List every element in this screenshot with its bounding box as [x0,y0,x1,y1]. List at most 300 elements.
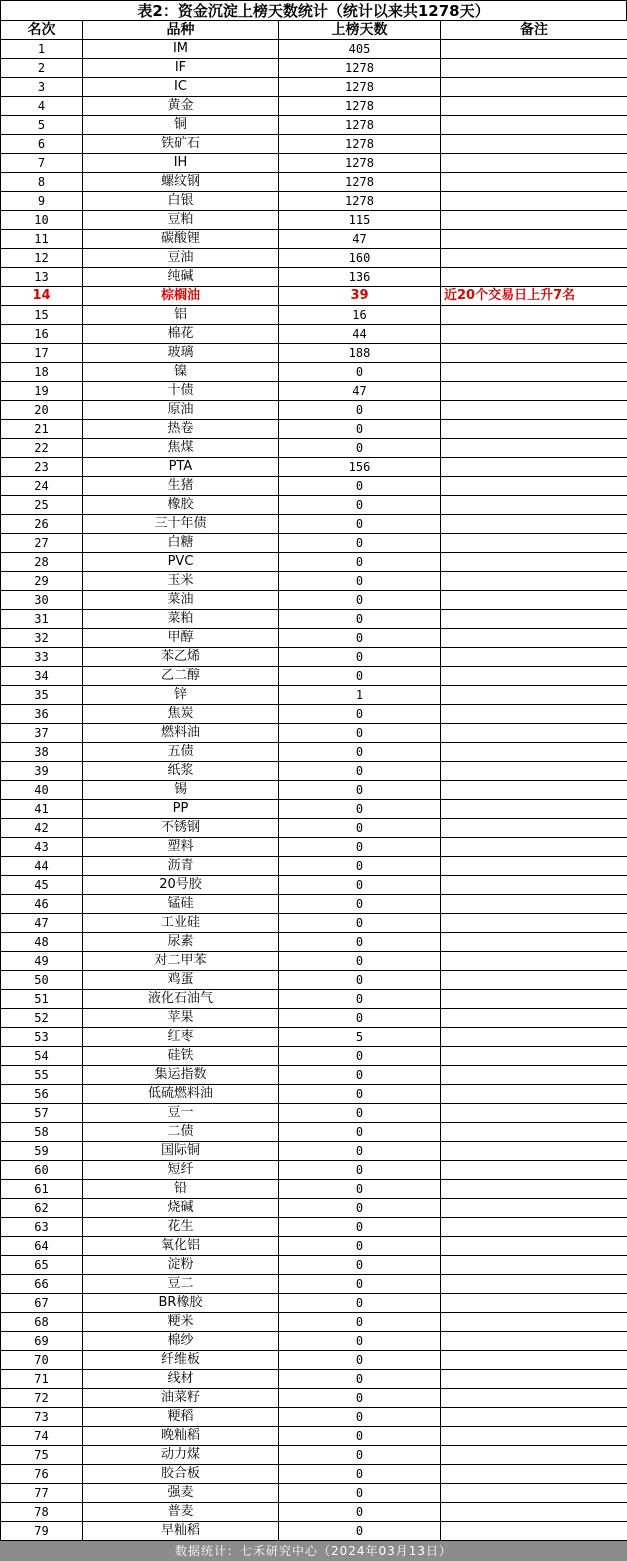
cell-rank: 42 [1,819,83,838]
cell-note [441,1484,627,1503]
cell-note [441,40,627,59]
cell-name: 纯碱 [83,268,279,287]
cell-rank: 78 [1,1503,83,1522]
cell-name: 玻璃 [83,344,279,363]
table-row [1,1427,627,1446]
table-row [1,477,627,496]
cell-rank: 17 [1,344,83,363]
cell-name: 棉花 [83,325,279,344]
cell-rank: 44 [1,857,83,876]
cell-days: 0 [279,971,441,990]
cell-note [441,1351,627,1370]
table-row [1,648,627,667]
cell-name: 豆粕 [83,211,279,230]
cell-days: 0 [279,477,441,496]
cell-note [441,363,627,382]
cell-name: 锡 [83,781,279,800]
cell-days: 0 [279,876,441,895]
cell-rank: 43 [1,838,83,857]
cell-note [441,59,627,78]
cell-note [441,952,627,971]
cell-rank: 3 [1,78,83,97]
table-row [1,724,627,743]
cell-days: 0 [279,591,441,610]
cell-note [441,781,627,800]
cell-rank: 14 [1,287,83,306]
table-row [1,230,627,249]
cell-name: 豆二 [83,1275,279,1294]
cell-rank: 8 [1,173,83,192]
cell-name: 20号胶 [83,876,279,895]
cell-rank: 47 [1,914,83,933]
cell-rank: 57 [1,1104,83,1123]
cell-days: 156 [279,458,441,477]
cell-note [441,78,627,97]
cell-rank: 33 [1,648,83,667]
cell-name: 三十年债 [83,515,279,534]
cell-note [441,1313,627,1332]
cell-rank: 54 [1,1047,83,1066]
cell-note [441,971,627,990]
table-row [1,629,627,648]
cell-rank: 61 [1,1180,83,1199]
table-row [1,1123,627,1142]
cell-rank: 21 [1,420,83,439]
cell-name: 铅 [83,1180,279,1199]
cell-days: 0 [279,1275,441,1294]
cell-days: 188 [279,344,441,363]
cell-note [441,306,627,325]
table-title: 表2：资金沉淀上榜天数统计（统计以来共1278天） [0,0,627,20]
cell-rank: 6 [1,135,83,154]
table-row [1,78,627,97]
cell-note [441,173,627,192]
cell-note [441,857,627,876]
table-row [1,800,627,819]
cell-days: 0 [279,762,441,781]
table-row [1,1465,627,1484]
cell-days: 0 [279,914,441,933]
table-row [1,1389,627,1408]
cell-note [441,192,627,211]
cell-name: 棕榈油 [83,287,279,306]
cell-name: 红枣 [83,1028,279,1047]
cell-rank: 34 [1,667,83,686]
cell-rank: 62 [1,1199,83,1218]
cell-rank: 15 [1,306,83,325]
table-row [1,895,627,914]
cell-note [441,819,627,838]
cell-rank: 74 [1,1427,83,1446]
cell-rank: 39 [1,762,83,781]
cell-note [441,1503,627,1522]
cell-name: 集运指数 [83,1066,279,1085]
cell-note [441,648,627,667]
cell-name: 纸浆 [83,762,279,781]
table-row [1,838,627,857]
cell-rank: 29 [1,572,83,591]
table-row [1,933,627,952]
cell-name: 焦煤 [83,439,279,458]
cell-rank: 37 [1,724,83,743]
cell-name: 螺纹钢 [83,173,279,192]
cell-note [441,1085,627,1104]
cell-name: 燃料油 [83,724,279,743]
cell-days: 136 [279,268,441,287]
cell-days: 0 [279,1408,441,1427]
cell-days: 405 [279,40,441,59]
cell-note [441,439,627,458]
cell-note [441,1522,627,1541]
cell-rank: 67 [1,1294,83,1313]
cell-days: 0 [279,1351,441,1370]
cell-note [441,686,627,705]
table-row [1,1199,627,1218]
table-row [1,268,627,287]
cell-days: 0 [279,1256,441,1275]
cell-name: 低硫燃料油 [83,1085,279,1104]
cell-days: 115 [279,211,441,230]
table-row [1,1085,627,1104]
cell-rank: 60 [1,1161,83,1180]
cell-name: 碳酸锂 [83,230,279,249]
cell-days: 0 [279,1389,441,1408]
cell-rank: 70 [1,1351,83,1370]
cell-rank: 5 [1,116,83,135]
cell-rank: 59 [1,1142,83,1161]
cell-name: 胶合板 [83,1465,279,1484]
cell-rank: 51 [1,990,83,1009]
cell-note [441,1123,627,1142]
cell-name: IH [83,154,279,173]
cell-name: 短纤 [83,1161,279,1180]
cell-days: 0 [279,629,441,648]
table-row [1,325,627,344]
cell-name: 液化石油气 [83,990,279,1009]
table-row [1,857,627,876]
cell-rank: 77 [1,1484,83,1503]
table-row [1,458,627,477]
cell-note [441,1028,627,1047]
cell-rank: 41 [1,800,83,819]
cell-rank: 38 [1,743,83,762]
cell-rank: 16 [1,325,83,344]
table-row [1,192,627,211]
cell-rank: 68 [1,1313,83,1332]
cell-days: 39 [279,287,441,306]
cell-rank: 40 [1,781,83,800]
table-row [1,534,627,553]
cell-rank: 50 [1,971,83,990]
table-row [1,97,627,116]
cell-name: 玉米 [83,572,279,591]
cell-days: 16 [279,306,441,325]
table-row [1,591,627,610]
cell-name: 橡胶 [83,496,279,515]
cell-name: 苹果 [83,1009,279,1028]
cell-note [441,572,627,591]
cell-note [441,743,627,762]
cell-days: 0 [279,1370,441,1389]
cell-note [441,1066,627,1085]
cell-days: 0 [279,1066,441,1085]
cell-rank: 71 [1,1370,83,1389]
cell-rank: 26 [1,515,83,534]
cell-note [441,800,627,819]
cell-rank: 12 [1,249,83,268]
cell-note [441,914,627,933]
cell-days: 1278 [279,135,441,154]
cell-note [441,1047,627,1066]
cell-days: 0 [279,857,441,876]
cell-days: 0 [279,1522,441,1541]
cell-days: 0 [279,515,441,534]
cell-days: 0 [279,1123,441,1142]
cell-name: 动力煤 [83,1446,279,1465]
cell-rank: 13 [1,268,83,287]
cell-name: 乙二醇 [83,667,279,686]
cell-name: PVC [83,553,279,572]
table-row [1,1408,627,1427]
table-row [1,553,627,572]
cell-note [441,667,627,686]
cell-name: PTA [83,458,279,477]
cell-rank: 30 [1,591,83,610]
cell-name: 焦炭 [83,705,279,724]
cell-days: 0 [279,534,441,553]
cell-name: 原油 [83,401,279,420]
cell-rank: 9 [1,192,83,211]
table-row [1,1446,627,1465]
cell-note [441,1237,627,1256]
cell-rank: 10 [1,211,83,230]
cell-name: 苯乙烯 [83,648,279,667]
cell-days: 1278 [279,97,441,116]
cell-days: 0 [279,1085,441,1104]
cell-note [441,1256,627,1275]
cell-note [441,876,627,895]
cell-note [441,1446,627,1465]
cell-days: 1278 [279,192,441,211]
table-body [1,40,627,1541]
header-rank: 名次 [1,21,83,40]
cell-name: 铝 [83,306,279,325]
cell-rank: 46 [1,895,83,914]
cell-name: 烧碱 [83,1199,279,1218]
cell-note [441,1408,627,1427]
cell-note [441,1199,627,1218]
cell-note [441,1009,627,1028]
cell-days: 0 [279,1465,441,1484]
cell-note [441,230,627,249]
cell-name: 晚籼稻 [83,1427,279,1446]
table-row [1,173,627,192]
cell-days: 0 [279,1313,441,1332]
cell-rank: 32 [1,629,83,648]
cell-name: 铜 [83,116,279,135]
cell-note [441,1161,627,1180]
ranking-table [0,20,627,1541]
cell-name: 鸡蛋 [83,971,279,990]
cell-note [441,1389,627,1408]
cell-days: 0 [279,895,441,914]
cell-name: 棉纱 [83,1332,279,1351]
cell-days: 0 [279,990,441,1009]
cell-note: 近20个交易日上升7名 [441,287,627,306]
cell-rank: 56 [1,1085,83,1104]
cell-rank: 11 [1,230,83,249]
cell-days: 0 [279,952,441,971]
table-row [1,1275,627,1294]
cell-days: 0 [279,1142,441,1161]
cell-name: 线材 [83,1370,279,1389]
cell-days: 0 [279,1332,441,1351]
cell-note [441,705,627,724]
table-row [1,401,627,420]
cell-rank: 2 [1,59,83,78]
table-row [1,1256,627,1275]
table-row [1,610,627,629]
cell-name: 黄金 [83,97,279,116]
table-row [1,1142,627,1161]
table-row [1,515,627,534]
cell-name: 早籼稻 [83,1522,279,1541]
cell-days: 47 [279,382,441,401]
cell-note [441,1218,627,1237]
cell-note [441,1275,627,1294]
cell-note [441,325,627,344]
cell-name: 对二甲苯 [83,952,279,971]
cell-note [441,895,627,914]
cell-name: PP [83,800,279,819]
cell-days: 0 [279,1104,441,1123]
cell-name: 镍 [83,363,279,382]
cell-rank: 63 [1,1218,83,1237]
cell-note [441,629,627,648]
table-row [1,1522,627,1541]
cell-name: 锌 [83,686,279,705]
table-row [1,743,627,762]
table-row [1,40,627,59]
cell-rank: 66 [1,1275,83,1294]
cell-note [441,382,627,401]
cell-name: 尿素 [83,933,279,952]
cell-rank: 35 [1,686,83,705]
table-row [1,306,627,325]
table-row [1,876,627,895]
cell-rank: 23 [1,458,83,477]
cell-days: 0 [279,439,441,458]
cell-note [441,515,627,534]
cell-note [441,420,627,439]
cell-days: 0 [279,1047,441,1066]
cell-days: 0 [279,819,441,838]
cell-rank: 19 [1,382,83,401]
cell-name: 沥青 [83,857,279,876]
cell-name: 粳稻 [83,1408,279,1427]
table-row [1,819,627,838]
cell-rank: 7 [1,154,83,173]
cell-rank: 79 [1,1522,83,1541]
cell-note [441,401,627,420]
cell-rank: 65 [1,1256,83,1275]
table-row [1,1180,627,1199]
cell-rank: 69 [1,1332,83,1351]
table-row [1,1218,627,1237]
table-row [1,1047,627,1066]
cell-note [441,249,627,268]
cell-note [441,1370,627,1389]
cell-days: 160 [279,249,441,268]
table-row [1,116,627,135]
cell-name: 淀粉 [83,1256,279,1275]
table-row [1,1028,627,1047]
cell-rank: 24 [1,477,83,496]
table-row [1,135,627,154]
table-row [1,1503,627,1522]
cell-rank: 36 [1,705,83,724]
cell-note [441,135,627,154]
cell-name: 锰硅 [83,895,279,914]
table-row [1,1313,627,1332]
cell-days: 0 [279,1218,441,1237]
cell-note [441,211,627,230]
table-row [1,1009,627,1028]
table-row [1,1066,627,1085]
table-row [1,1104,627,1123]
header-days: 上榜天数 [279,21,441,40]
cell-days: 0 [279,1161,441,1180]
cell-days: 0 [279,838,441,857]
table-row [1,914,627,933]
cell-rank: 27 [1,534,83,553]
cell-days: 0 [279,781,441,800]
cell-name: IF [83,59,279,78]
cell-note [441,1332,627,1351]
cell-name: 纤维板 [83,1351,279,1370]
cell-note [441,116,627,135]
cell-rank: 25 [1,496,83,515]
cell-note [441,553,627,572]
cell-note [441,838,627,857]
cell-days: 0 [279,553,441,572]
cell-rank: 45 [1,876,83,895]
table-row [1,1294,627,1313]
cell-rank: 28 [1,553,83,572]
cell-note [441,1465,627,1484]
table-row [1,1161,627,1180]
cell-days: 0 [279,1484,441,1503]
cell-name: 菜油 [83,591,279,610]
table-row [1,496,627,515]
table-row [1,363,627,382]
cell-name: 五债 [83,743,279,762]
cell-name: 普麦 [83,1503,279,1522]
cell-name: 工业硅 [83,914,279,933]
cell-days: 0 [279,667,441,686]
cell-note [441,534,627,553]
cell-days: 44 [279,325,441,344]
table-row [1,952,627,971]
cell-days: 0 [279,648,441,667]
cell-days: 0 [279,724,441,743]
cell-name: BR橡胶 [83,1294,279,1313]
cell-days: 0 [279,705,441,724]
cell-days: 0 [279,1199,441,1218]
cell-name: 不锈钢 [83,819,279,838]
cell-days: 47 [279,230,441,249]
cell-name: 白银 [83,192,279,211]
